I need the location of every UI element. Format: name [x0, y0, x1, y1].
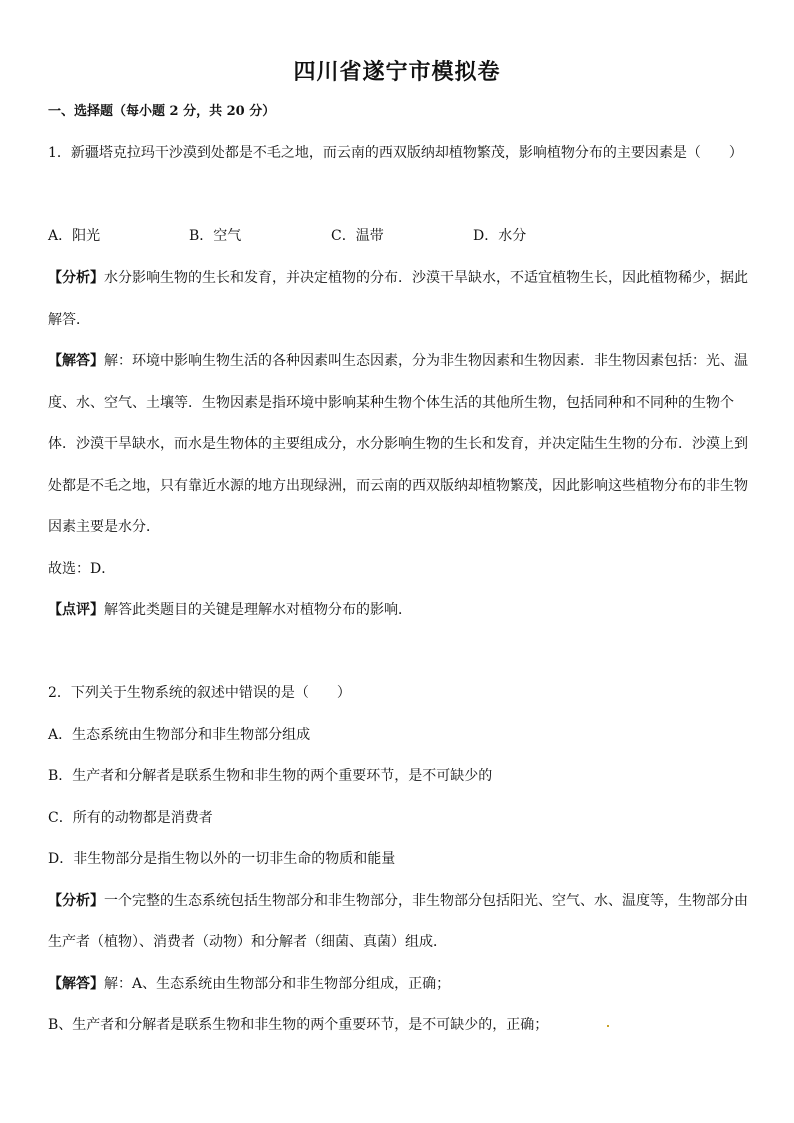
question-1-stem: 1．新疆塔克拉玛干沙漠到处都是不毛之地，而云南的西双版纳却植物繁茂，影响植物分布的主要因素是（ ）	[48, 145, 743, 161]
answer-text-line: 度、水、空气、土壤等．生物因素是指环境中影响某种生物个体生活的其他所生物，包括同种和不同种的生物个	[48, 395, 734, 411]
answer-text-line: 处都是不毛之地，只有靠近水源的地方出现绿洲，而云南的西双版纳却植物繁茂，因此影响这些植物分布的非生物	[48, 478, 748, 494]
answer-text-line: B、生产者和分解者是联系生物和非生物的两个重要环节，是不可缺少的，正确；	[48, 1017, 549, 1033]
question-2-option-c: C．所有的动物都是消费者	[48, 810, 213, 826]
answer-tag: 【解答】	[48, 353, 104, 369]
question-1-option-d: D．水分	[473, 228, 527, 244]
question-1-option-a: A．阳光	[48, 228, 101, 244]
analysis-text-line: 水分影响生物的生长和发育，并决定植物的分布．沙漠干旱缺水，不适宜植物生长，因此植物稀少，据此	[104, 270, 748, 286]
stray-mark	[607, 1025, 609, 1027]
question-2-option-d: D．非生物部分是指生物以外的一切非生命的物质和能量	[48, 851, 396, 867]
answer-text-line: 解：环境中影响生物生活的各种因素叫生态因素，分为非生物因素和生物因素．非生物因素包括：光、温	[104, 353, 748, 369]
question-2-option-a: A．生态系统由生物部分和非生物部分组成	[48, 727, 311, 743]
analysis-text-line: 生产者（植物）、消费者（动物）和分解者（细菌、真菌）组成．	[48, 934, 447, 950]
question-1-comment	[48, 600, 412, 620]
analysis-text-line: 一个完整的生态系统包括生物部分和非生物部分，非生物部分包括阳光、空气、水、温度等，生物部分由	[104, 893, 748, 909]
question-1-option-c: C．温带	[331, 228, 384, 244]
answer-text-line: 因素主要是水分．	[48, 519, 160, 535]
question-2-stem: 2．下列关于生物系统的叙述中错误的是（ ）	[48, 685, 351, 701]
question-1-answer	[48, 351, 748, 371]
answer-text-line: 解：A、生态系统由生物部分和非生物部分组成，正确；	[104, 976, 451, 992]
question-2-option-b: B．生产者和分解者是联系生物和非生物的两个重要环节，是不可缺少的	[48, 768, 493, 784]
comment-tag: 【点评】	[48, 602, 104, 618]
answer-tag: 【解答】	[48, 976, 104, 992]
analysis-tag: 【分析】	[48, 893, 104, 909]
question-2-answer	[48, 974, 450, 994]
analysis-tag: 【分析】	[48, 270, 104, 286]
question-1-analysis	[48, 268, 748, 288]
section-heading: 一、选择题（每小题 2 分，共 20 分）	[48, 104, 276, 119]
question-1-choice: 故选：D．	[48, 561, 116, 577]
page-title: 四川省遂宁市模拟卷	[293, 60, 501, 85]
answer-text-line: 体．沙漠干旱缺水，而水是生物体的主要组成分，水分影响生物的生长和发育，并决定陆生生物的分布．沙漠上到	[48, 436, 748, 452]
question-1-option-b: B．空气	[189, 228, 242, 244]
analysis-text-line: 解答．	[48, 312, 90, 328]
question-2-analysis	[48, 891, 748, 911]
comment-text: 解答此类题目的关键是理解水对植物分布的影响．	[104, 602, 412, 618]
